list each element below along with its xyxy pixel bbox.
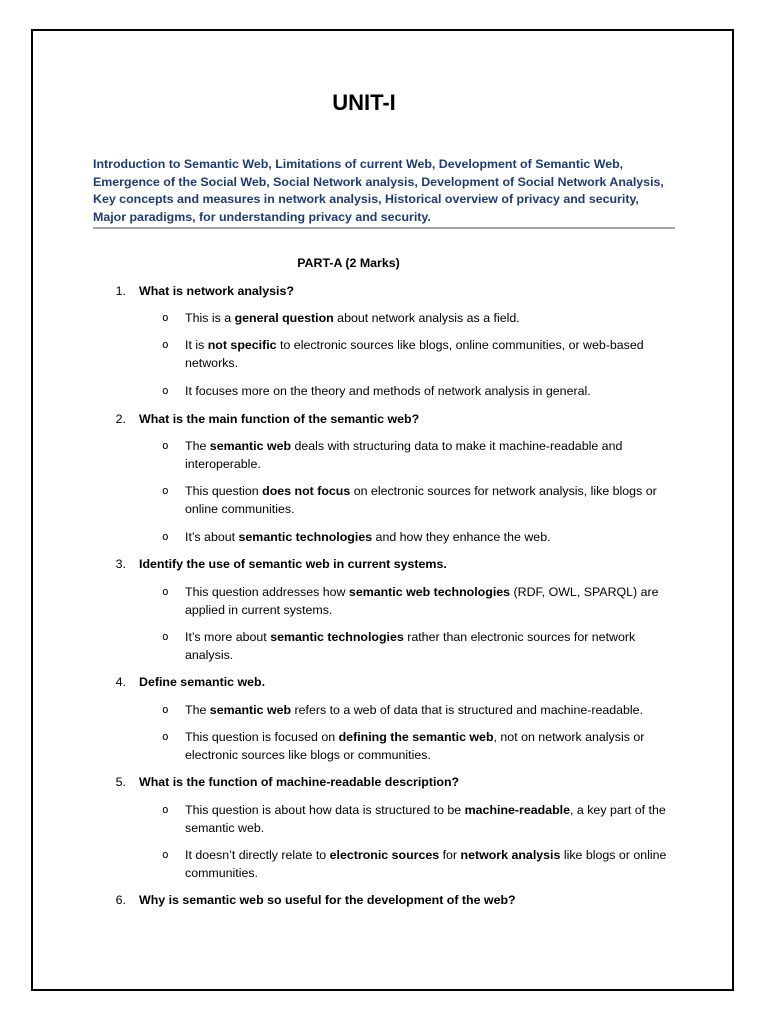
bullet-text: This question addresses how semantic web technologies (RDF, OWL, SPARQL) are applied in current systems. bbox=[185, 585, 659, 617]
question-number: 4. bbox=[115, 675, 126, 689]
bullet-text: It’s more about semantic technologies rather than electronic sources for network analysis. bbox=[185, 630, 636, 662]
bullet-text: It’s about semantic technologies and how they enhance the web. bbox=[185, 530, 551, 544]
bullet-marker: o bbox=[162, 311, 169, 324]
bullet-text: This question is about how data is structured to be machine-readable, a key part of the semantic web. bbox=[185, 803, 666, 835]
bullet-text: It is not specific to electronic sources like blogs, online communities, or web-based networks. bbox=[185, 338, 644, 370]
bullet-text: This question does not focus on electronic sources for network analysis, like blogs or online communities. bbox=[185, 484, 657, 516]
part-heading: PART-A (2 Marks) bbox=[297, 256, 400, 270]
bullet-marker: o bbox=[162, 384, 169, 397]
question-number: 5. bbox=[115, 775, 126, 789]
question-text: Define semantic web. bbox=[139, 675, 266, 689]
divider bbox=[93, 227, 675, 229]
question-text: What is the function of machine-readable description? bbox=[139, 775, 460, 789]
bullet-text: It doesn’t directly relate to electronic sources for network analysis like blogs or online communities. bbox=[185, 848, 667, 880]
bullet-marker: o bbox=[162, 439, 169, 452]
bullet-marker: o bbox=[162, 730, 169, 743]
question-number: 2. bbox=[115, 412, 126, 426]
bullet-marker: o bbox=[162, 703, 169, 716]
syllabus-intro: Introduction to Semantic Web, Limitations of current Web, Development of Semantic Web, Emergence of the Social Web, Social Network analysis, Development of Social Network Analysis, Key concepts and measures in network analysis, Historical overview of privacy and security, Major paradigms, for understanding privacy and security. bbox=[93, 157, 664, 224]
question-number: 3. bbox=[115, 557, 126, 571]
bullet-marker: o bbox=[162, 585, 169, 598]
bullet-text: This question is focused on defining the semantic web, not on network analysis or electronic sources like blogs or communities. bbox=[185, 730, 645, 762]
question-text: Identify the use of semantic web in current systems. bbox=[139, 557, 447, 571]
bullet-text: The semantic web refers to a web of data that is structured and machine-readable. bbox=[185, 703, 644, 717]
bullet-text: This is a general question about network analysis as a field. bbox=[185, 311, 520, 325]
question-text: What is network analysis? bbox=[139, 284, 294, 298]
bullet-text: The semantic web deals with structuring data to make it machine-readable and interoperable. bbox=[185, 439, 623, 471]
bullet-text: It focuses more on the theory and methods of network analysis in general. bbox=[185, 384, 591, 398]
page-title: UNIT-I bbox=[332, 90, 396, 115]
bullet-marker: o bbox=[162, 630, 169, 643]
question-number: 6. bbox=[115, 893, 126, 907]
question-text: What is the main function of the semantic web? bbox=[139, 412, 420, 426]
bullet-marker: o bbox=[162, 803, 169, 816]
bullet-marker: o bbox=[162, 484, 169, 497]
bullet-marker: o bbox=[162, 848, 169, 861]
bullet-marker: o bbox=[162, 530, 169, 543]
bullet-marker: o bbox=[162, 338, 169, 351]
question-text: Why is semantic web so useful for the development of the web? bbox=[139, 893, 516, 907]
question-number: 1. bbox=[115, 284, 126, 298]
